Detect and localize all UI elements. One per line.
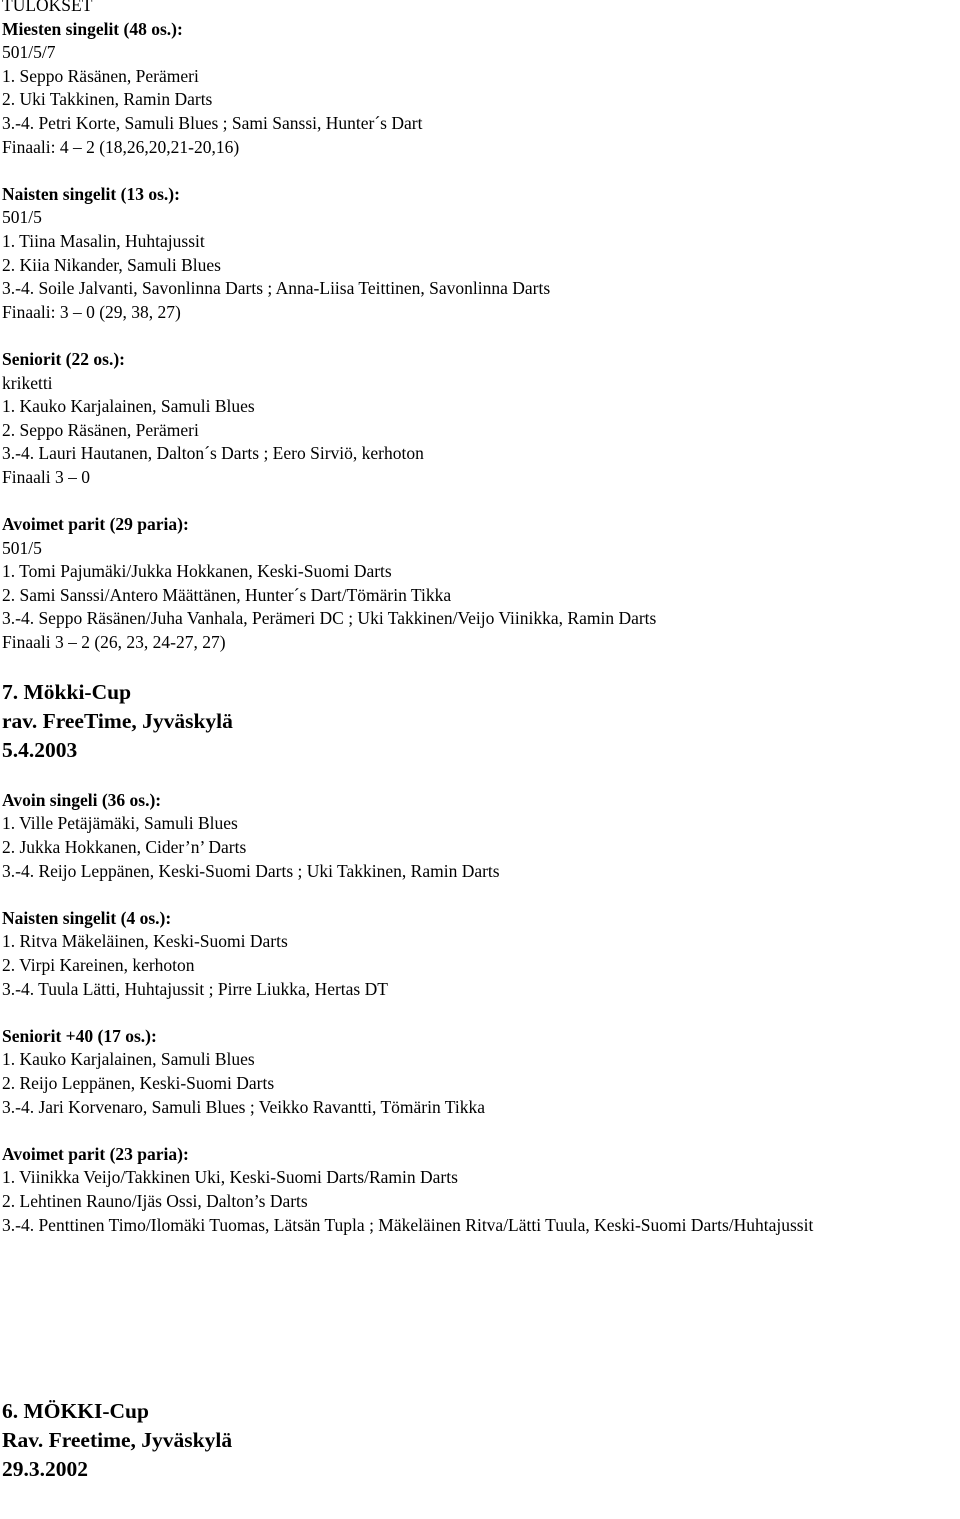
results-section-open-pairs-2 [2, 1143, 958, 1237]
section-heading: Seniorit +40 (17 os.): [2, 1025, 157, 1046]
result-line: 2. Lehtinen Rauno/Ijäs Ossi, Dalton’s Darts [2, 1190, 308, 1211]
result-line: 1. Tiina Masalin, Huhtajussit [2, 230, 205, 251]
result-line: 3.-4. Tuula Lätti, Huhtajussit ; Pirre Liukka, Hertas DT [2, 978, 388, 999]
result-line: 501/5 [2, 537, 42, 558]
result-line: 2. Uki Takkinen, Ramin Darts [2, 89, 213, 110]
results-section-women-singles-2 [2, 907, 958, 1001]
spacer [2, 324, 958, 348]
event-title-block [2, 678, 958, 765]
event-date: 5.4.2003 [2, 738, 78, 763]
result-line: Finaali: 4 – 2 (18,26,20,21-20,16) [2, 136, 240, 157]
page-heading: TULOKSET [2, 0, 93, 15]
result-line: 1. Viinikka Veijo/Takkinen Uki, Keski-Suomi Darts/Ramin Darts [2, 1167, 458, 1188]
result-line: 1. Tomi Pajumäki/Jukka Hokkanen, Keski-Suomi Darts [2, 561, 392, 582]
section-heading: Miesten singelit (48 os.): [2, 18, 183, 39]
result-line: 501/5/7 [2, 42, 56, 63]
section-heading: Avoimet parit (29 paria): [2, 514, 189, 535]
result-line: 3.-4. Seppo Räsänen/Juha Vanhala, Perämeri DC ; Uki Takkinen/Veijo Viinikka, Ramin Darts [2, 608, 657, 629]
event-title: 7. Mökki-Cup [2, 680, 132, 705]
event-date: 29.3.2002 [2, 1457, 88, 1482]
section-heading: Avoin singeli (36 os.): [2, 789, 162, 810]
result-line: 2. Seppo Räsänen, Perämeri [2, 419, 199, 440]
spacer [2, 883, 958, 907]
result-line: 2. Kiia Nikander, Samuli Blues [2, 254, 221, 275]
result-line: 3.-4. Petri Korte, Samuli Blues ; Sami Sanssi, Hunter´s Dart [2, 112, 423, 133]
results-section-women-singles [2, 183, 958, 325]
result-line: 1. Kauko Karjalainen, Samuli Blues [2, 396, 255, 417]
result-line: 1. Ville Petäjämäki, Samuli Blues [2, 813, 238, 834]
result-line: 1. Kauko Karjalainen, Samuli Blues [2, 1049, 255, 1070]
section-heading: Naisten singelit (13 os.): [2, 183, 180, 204]
result-line: 3.-4. Soile Jalvanti, Savonlinna Darts ; Anna-Liisa Teittinen, Savonlinna Darts [2, 278, 551, 299]
result-line: Finaali 3 – 0 [2, 466, 90, 487]
section-heading: Avoimet parit (23 paria): [2, 1143, 189, 1164]
result-line: 2. Jukka Hokkanen, Cider’n’ Darts [2, 837, 247, 857]
spacer [2, 1119, 958, 1143]
result-line: 3.-4. Lauri Hautanen, Dalton´s Darts ; Eero Sirviö, kerhoton [2, 443, 424, 464]
result-line: 1. Seppo Räsänen, Perämeri [2, 65, 199, 86]
section-heading: Naisten singelit (4 os.): [2, 907, 172, 928]
result-line: 3.-4. Reijo Leppänen, Keski-Suomi Darts ; Uki Takkinen, Ramin Darts [2, 860, 500, 881]
result-line: Finaali 3 – 2 (26, 23, 24-27, 27) [2, 632, 226, 653]
result-line: kriketti [2, 372, 53, 393]
results-section-men-singles [2, 18, 958, 160]
event-venue: rav. FreeTime, Jyväskylä [2, 709, 233, 734]
result-line: 2. Virpi Kareinen, kerhoton [2, 954, 195, 975]
event-venue: Rav. Freetime, Jyväskylä [2, 1428, 233, 1453]
result-line: Finaali: 3 – 0 (29, 38, 27) [2, 301, 181, 322]
results-section-seniors-40 [2, 1025, 958, 1119]
results-section-seniors [2, 348, 958, 490]
result-line: 501/5 [2, 207, 42, 228]
spacer [2, 655, 958, 679]
result-line: 3.-4. Penttinen Timo/Ilomäki Tuomas, Lätsän Tupla ; Mäkeläinen Ritva/Lätti Tuula, Keski-Suomi Darts/Huhtajussit [2, 1214, 814, 1235]
result-line: 2. Sami Sanssi/Antero Määttänen, Hunter´s Dart/Tömärin Tikka [2, 584, 452, 605]
spacer [2, 1237, 958, 1397]
result-line: 2. Reijo Leppänen, Keski-Suomi Darts [2, 1072, 275, 1093]
spacer [2, 489, 958, 513]
spacer [2, 765, 958, 789]
spacer [2, 159, 958, 183]
results-section-open-pairs [2, 513, 958, 655]
result-line: 3.-4. Jari Korvenaro, Samuli Blues ; Veikko Ravantti, Tömärin Tikka [2, 1096, 485, 1117]
section-heading: Seniorit (22 os.): [2, 348, 125, 369]
document-page [2, 0, 958, 1484]
results-section-open-singles [2, 789, 958, 883]
result-line: 1. Ritva Mäkeläinen, Keski-Suomi Darts [2, 931, 288, 952]
spacer [2, 1001, 958, 1025]
event-title: 6. MÖKKI-Cup [2, 1399, 149, 1424]
event-title-block [2, 1397, 958, 1484]
